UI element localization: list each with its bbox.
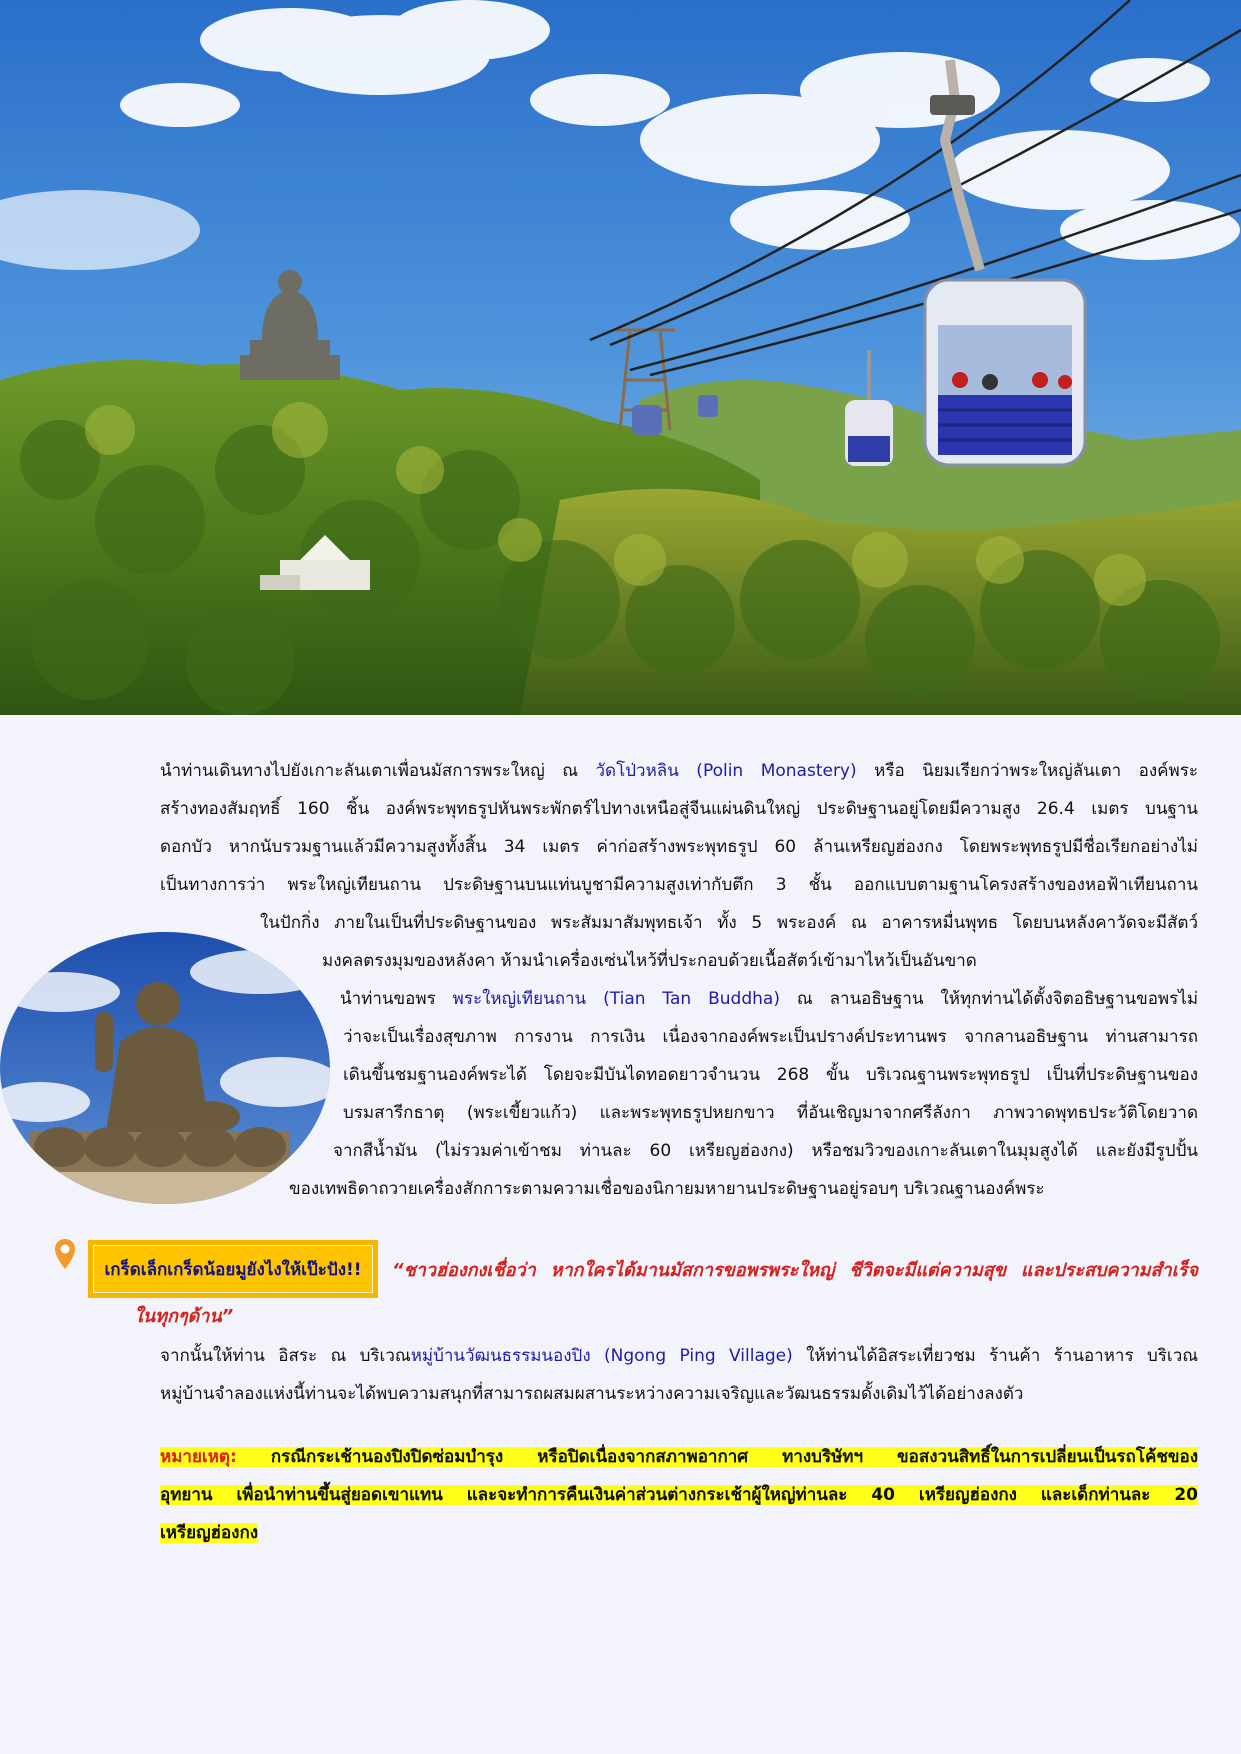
ngong-ping-village-link: หมู่บ้านวัฒนธรรมนองปิง (Ngong Ping Village): [410, 1346, 793, 1366]
tip-quote-line-2: ในทุกๆด้าน”: [134, 1306, 234, 1327]
note-text-1: กรณีกระเช้านองปิงปิดซ่อมบำรุง หรือปิดเนื่องจากสภาพอากาศ ทางบริษัทฯ ขอสงวนสิทธิ์ในการเปลี่ยนเป็นรถโค้ชของ: [270, 1447, 1198, 1467]
buddha-line-6: ของเทพธิดาถวายเครื่องสักการะตามความเชื่อของนิกายมหายานประดิษฐานอยู่รอบๆ บริเวณฐานองค์พระ: [289, 1179, 1045, 1199]
intro-line-5: ในปักกิ่ง ภายในเป็นที่ประดิษฐานของ พระสัมมาสัมพุทธเจ้า ทั้ง 5 พระองค์ ณ อาคารหมื่นพุทธ โดยบนหลังคาวัดจะมีสัตว์: [260, 913, 1198, 933]
tian-tan-buddha-photo: [0, 932, 330, 1204]
intro-line-2: สร้างทองสัมฤทธิ์ 160 ชิ้น องค์พระพุทธรูปหันพระพักตร์ไปทางเหนือสู่จีนแผ่นดินใหญ่ ประดิษฐานอยู่โดยมีความสูง 26.4 เมตร บนฐาน: [160, 799, 1198, 819]
buddha-line-4: บรมสารีกธาตุ (พระเขี้ยวแก้ว) และพระพุทธรูปหยกขาว ที่อันเชิญมาจากศรีลังกา ภาพวาดพุทธประวัติโดยวาด: [343, 1103, 1198, 1123]
note-label: หมายเหตุ:: [160, 1447, 237, 1467]
note-line-2: [160, 1476, 1198, 1514]
hero-photo: [0, 0, 1241, 715]
tip-label: เกร็ดเล็กเกร็ดน้อยมูยังไงให้เป๊ะปัง!!: [93, 1245, 373, 1293]
note-line-3: [160, 1514, 1198, 1552]
tip-quote-line-1: “ชาวฮ่องกงเชื่อว่า หากใครได้มานมัสการขอพรพระใหญ่ ชีวิตจะมีแต่ความสุข และประสบความสำเร็จ: [392, 1260, 1198, 1281]
buddha-text-pre: นำท่านขอพร: [340, 989, 436, 1009]
intro-line-4: เป็นทางการว่า พระใหญ่เทียนถาน ประดิษฐานบนแท่นบูชามีความสูงเท่ากับตึก 3 ชั้น ออกแบบตามฐานโครงสร้างของหอฟ้าเทียนถาน: [160, 875, 1198, 895]
note-text-3: เหรียญฮ่องกง: [160, 1523, 259, 1543]
buddha-line-5: จากสีน้ำมัน (ไม่รวมค่าเข้าชม ท่านละ 60 เหรียญฮ่องกง) หรือชมวิวของเกาะลันเตาในมุมสูงได้ และยังมีรูปปั้น: [333, 1141, 1198, 1161]
intro-text-post: หรือ นิยมเรียกว่าพระใหญ่ลันเตา องค์พระ: [874, 761, 1198, 781]
village-line-2: หมู่บ้านจำลองแห่งนี้ท่านจะได้พบความสนุกที่สามารถผสมผสานระหว่างความเจริญและวัฒนธรรมดั้งเดิมไว้ได้อย่างลงตัว: [160, 1384, 1024, 1404]
tian-tan-buddha-link: พระใหญ่เทียนถาน (Tian Tan Buddha): [452, 989, 780, 1009]
intro-line-1: [160, 752, 1198, 790]
note-line-1: [160, 1438, 1198, 1476]
note-text-2: อุทยาน เพื่อนำท่านขึ้นสู่ยอดเขาแทน และจะทำการคืนเงินค่าส่วนต่างกระเช้าผู้ใหญ่ท่านละ 40 เหรียญฮ่องกง และเด็กท่านละ 20: [160, 1485, 1198, 1505]
intro-line-3: ดอกบัว หากนับรวมฐานแล้วมีความสูงทั้งสิ้น 34 เมตร ค่าก่อสร้างพระพุทธรูป 60 ล้านเหรียญฮ่องกง โดยพระพุทธรูปมีชื่อเรียกอย่างไม่: [160, 837, 1198, 857]
buddha-text-post: ณ ลานอธิษฐาน ให้ทุกท่านได้ตั้งจิตอธิษฐานขอพรไม่: [796, 989, 1199, 1009]
cable-car-photo-icon: [0, 0, 1241, 715]
village-line-1: [160, 1337, 1198, 1375]
intro-line-6: มงคลตรงมุมของหลังคา ห้ามนำเครื่องเซ่นไหว้ที่ประกอบด้วยเนื้อสัตว์เข้ามาไหว้เป็นอันขาด: [322, 951, 977, 971]
intro-text-pre: นำท่านเดินทางไปยังเกาะลันเตาเพื่อนมัสการพระใหญ่ ณ: [160, 761, 579, 781]
buddha-line-3: เดินขึ้นชมฐานองค์พระได้ โดยจะมีบันไดทอดยาวจำนวน 268 ขั้น บริเวณฐานพระพุทธรูป เป็นที่ประดิษฐานของ: [343, 1065, 1198, 1085]
village-text-post: ให้ท่านได้อิสระเที่ยวชม ร้านค้า ร้านอาหาร บริเวณ: [806, 1346, 1199, 1366]
note-block: [160, 1438, 1198, 1552]
buddha-line-2: ว่าจะเป็นเรื่องสุขภาพ การงาน การเงิน เนื่องจากองค์พระเป็นปรางค์ประทานพร จากลานอธิษฐาน ท่านสามารถ: [343, 1027, 1198, 1047]
village-text-pre: จากนั้นให้ท่าน อิสระ ณ บริเวณ: [160, 1346, 411, 1366]
location-pin-icon: [54, 1238, 76, 1274]
polin-monastery-link: วัดโป่วหลิน (Polin Monastery): [595, 761, 857, 781]
buddha-line-1: [340, 980, 1198, 1018]
tip-label-box: [88, 1240, 378, 1298]
buddha-statue-icon: [0, 932, 330, 1204]
